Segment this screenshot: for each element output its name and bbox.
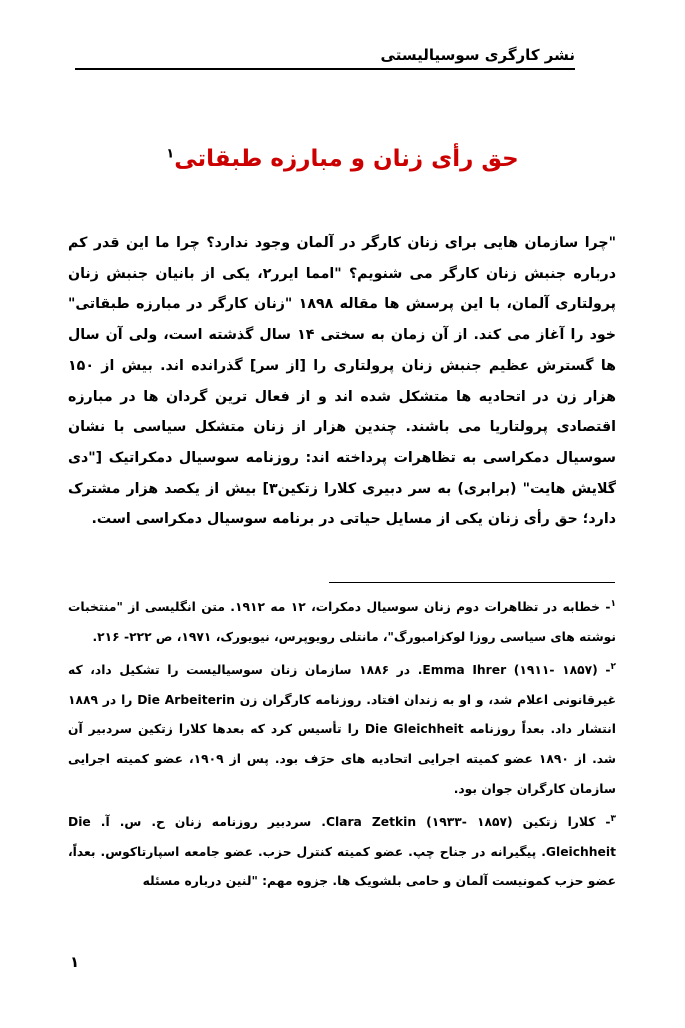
footnote-1	[68, 590, 616, 653]
footnote-2	[68, 653, 616, 805]
footnote-text: - خطابه در تظاهرات دوم زنان سوسیال دمکرات، ۱۲ مه ۱۹۱۲. متن انگلیسی از "منتخبات نوشته های سیاسی روزا لوکزامبورگ"، مانتلی رویوپرس، نیویورک، ۱۹۷۱، ص ۲۲۲- ۲۱۶.	[68, 600, 616, 644]
footnote-marker: ۳	[610, 813, 616, 824]
footnote-marker: ۱	[610, 599, 616, 609]
title-footnote-mark: ۱	[166, 146, 175, 162]
running-header: نشر کارگری سوسیالیستی	[75, 46, 575, 70]
article-title	[60, 146, 625, 172]
footnotes-section	[68, 590, 616, 897]
footnote-3	[68, 805, 616, 897]
footnote-text: - کلارا زتکین Clara Zetkin (۱۹۳۳- ۱۸۵۷). سردبیر روزنامه زنان ح. س. آ. Die Gleichheit. پیگیرانه در جناح چپ. عضو کمیته کنترل حزب. عضو جامعه اسپارتاکوس. بعداً، عضو حزب کمونیست آلمان و حامی بلشویک ها. جزوه مهم: "لنین درباره مسئله	[68, 814, 616, 889]
page-number: ۱	[70, 953, 80, 971]
footnote-marker: ۲	[610, 661, 617, 672]
footnote-divider	[329, 582, 615, 583]
body-paragraph: "چرا سازمان هایی برای زنان کارگر در آلمان وجود ندارد؟ چرا ما این قدر کم درباره جنبش زنان کارگر می شنویم؟ "امما ایرر۲، یکی از بانیان جنبش زنان پرولتاری آلمان، با این پرسش ها مقاله ۱۸۹۸ "زنان کارگر در مبارزه طبقاتی" خود را آغاز می کند. از آن زمان به سختی ۱۴ سال گذشته است، ولی آن سال ها گسترش عظیم جنبش زنان پرولتاری را [از سر] گذرانده اند. بیش از ۱۵۰ هزار زن در اتحادیه ها متشکل شده اند و از فعال ترین گردان ها در مبارزه اقتصادی پرولتاریا می باشند. چندین هزار از زنان متشکل سیاسی با نشان سوسیال دمکراسی به تظاهرات پرداخته اند: روزنامه سوسیال دمکراتیک ["دی گلایش هایت" (برابری) به سر دبیری کلارا زتکین۳] بیش از یکصد هزار مشترک دارد؛ حق رأی زنان یکی از مسایل حیاتی در برنامه سوسیال دمکراسی است.	[68, 235, 616, 528]
title-text: حق رأی زنان و مبارزه طبقاتی	[174, 146, 519, 172]
footnote-text: - Emma Ihrer (۱۹۱۱- ۱۸۵۷). در ۱۸۸۶ سازمان زنان سوسیالیست را تشکیل داد، که غیرقانونی اعلام شد، و او به زندان افتاد. روزنامه کارگران زن Die Arbeiterin را در ۱۸۸۹ انتشار داد. بعداً روزنامه Die Gleichheit را تأسیس کرد که بعدها کلارا زتکین سردبیر آن شد. از ۱۸۹۰ عضو کمیته اجرایی اتحادیه های حرَف بود. پس از ۱۹۰۹، عضو کمیته اجرایی سازمان کارگران جوان بود.	[68, 662, 616, 796]
